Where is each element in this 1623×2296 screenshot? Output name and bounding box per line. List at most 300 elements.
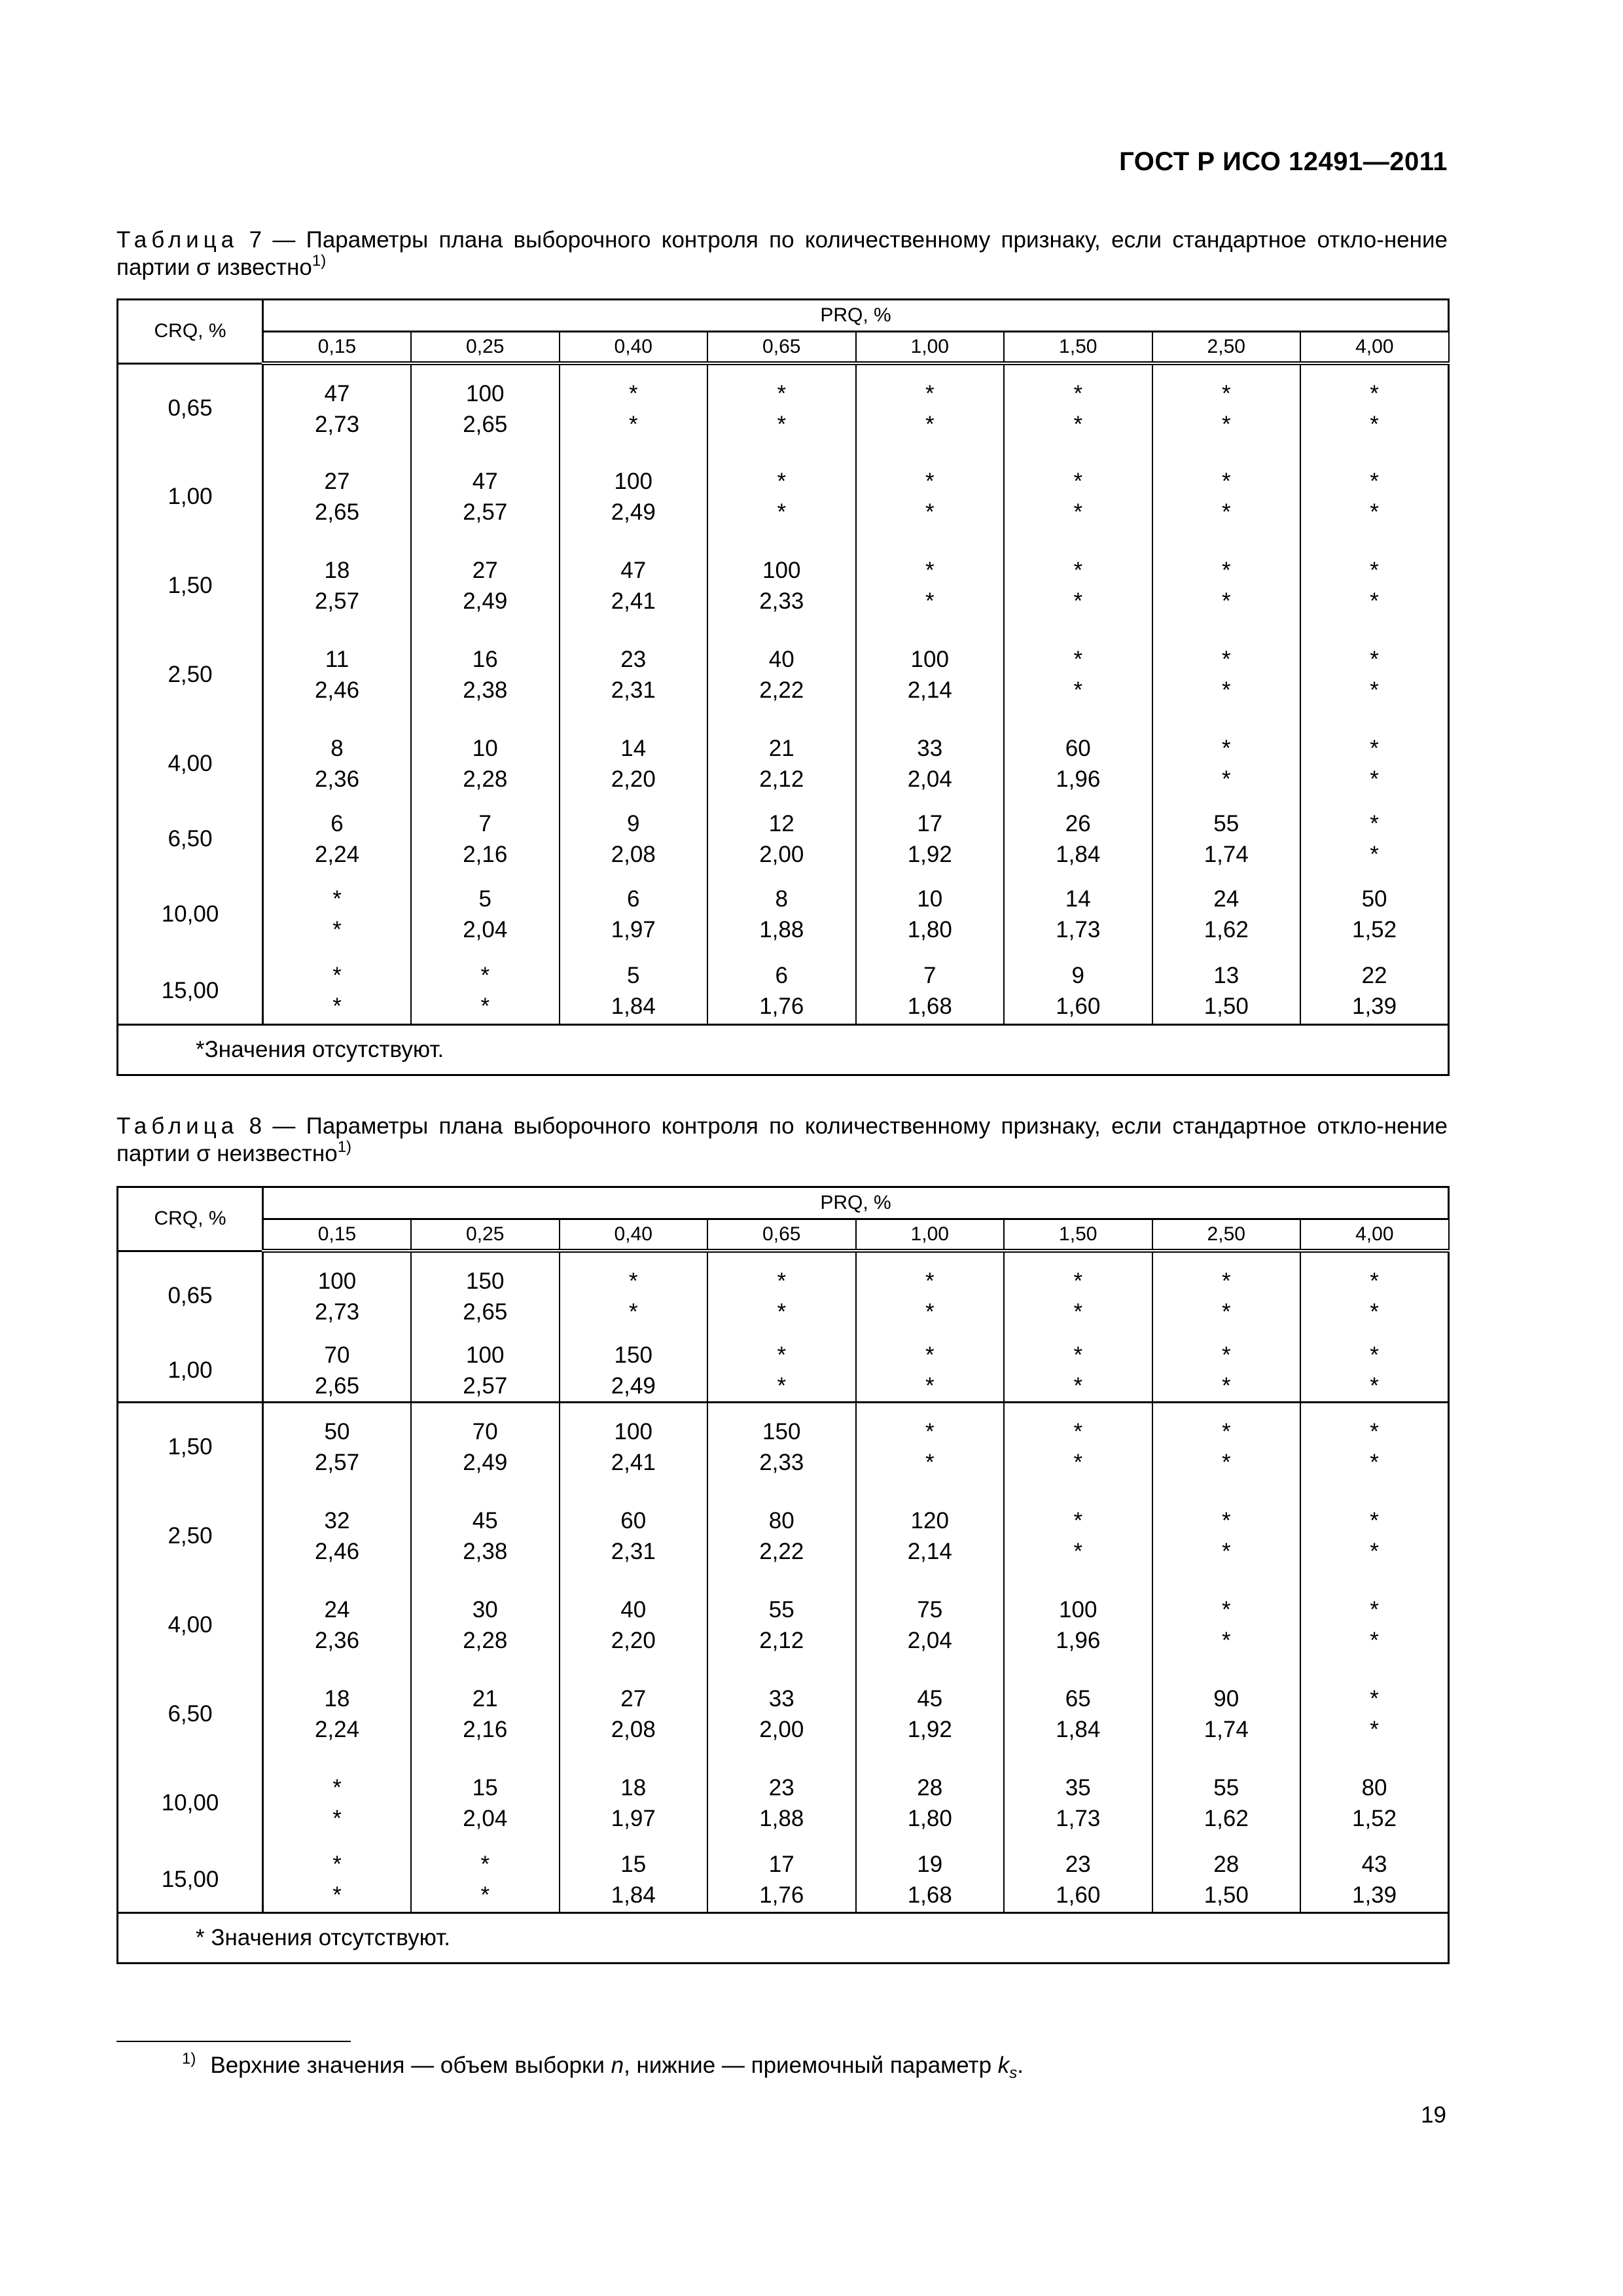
sample-size: * bbox=[777, 1342, 787, 1368]
caption-text: 8 — Параметры плана выборочного контроля по количественному признаку, если стандартное откло-нение партии σ неизвестно bbox=[116, 1113, 1448, 1166]
crq-value: 1,00 bbox=[118, 452, 263, 541]
value-cell bbox=[707, 1848, 856, 1913]
acceptance-parameter: * bbox=[628, 411, 638, 437]
acceptance-parameter: 2,33 bbox=[759, 588, 804, 614]
value-cell bbox=[1004, 1251, 1152, 1340]
sample-size: 17 bbox=[917, 811, 943, 836]
sample-size: * bbox=[1073, 647, 1083, 672]
sample-size: 50 bbox=[1361, 886, 1387, 912]
acceptance-parameter: * bbox=[1221, 1538, 1231, 1564]
acceptance-parameter: 2,36 bbox=[314, 766, 360, 792]
sample-size: * bbox=[1370, 1342, 1379, 1368]
table-row bbox=[118, 1492, 1449, 1581]
note-row bbox=[118, 1913, 1449, 1964]
acceptance-parameter: * bbox=[1073, 1450, 1083, 1476]
value-cell bbox=[411, 1848, 560, 1913]
sample-size: * bbox=[1370, 1685, 1379, 1712]
column-header: 2,50 bbox=[1152, 1219, 1301, 1251]
value-cell bbox=[263, 1492, 412, 1581]
sample-size: 8 bbox=[330, 736, 344, 761]
acceptance-parameter: * bbox=[332, 917, 342, 942]
value-cell bbox=[411, 363, 560, 452]
column-header: 0,40 bbox=[560, 332, 708, 364]
value-cell bbox=[1300, 719, 1449, 808]
value-cell bbox=[263, 630, 412, 719]
acceptance-parameter: 1,97 bbox=[611, 917, 656, 942]
value-cell bbox=[1004, 719, 1152, 808]
acceptance-parameter: * bbox=[1370, 842, 1379, 867]
acceptance-parameter: * bbox=[480, 994, 490, 1020]
footnote-text-a: Верхние значения — объем выборки bbox=[210, 2053, 611, 2078]
sample-size: * bbox=[1221, 1507, 1231, 1534]
value-cell bbox=[856, 452, 1005, 541]
sample-size: 8 bbox=[775, 886, 788, 912]
table-row bbox=[118, 452, 1449, 541]
acceptance-parameter: 1,62 bbox=[1204, 1805, 1249, 1831]
sample-size: 14 bbox=[1065, 886, 1091, 912]
table-note: * Значения отсутствуют. bbox=[118, 1913, 1449, 1964]
value-cell bbox=[560, 1251, 708, 1340]
value-cell bbox=[560, 1492, 708, 1581]
crq-value: 10,00 bbox=[118, 870, 263, 959]
value-cell bbox=[263, 1848, 412, 1913]
value-cell bbox=[1300, 959, 1449, 1024]
value-cell bbox=[1004, 870, 1152, 959]
value-cell bbox=[1300, 1848, 1449, 1913]
value-cell bbox=[263, 808, 412, 870]
value-cell bbox=[1300, 452, 1449, 541]
sample-size: * bbox=[1370, 1419, 1379, 1445]
sample-size: 15 bbox=[620, 1851, 647, 1877]
value-cell bbox=[856, 1492, 1005, 1581]
sample-size: 30 bbox=[472, 1596, 498, 1623]
acceptance-parameter: 2,04 bbox=[907, 766, 952, 792]
column-header-row bbox=[118, 1219, 1449, 1251]
value-cell bbox=[560, 1581, 708, 1670]
value-cell bbox=[560, 719, 708, 808]
sample-size: 9 bbox=[1071, 963, 1084, 989]
acceptance-parameter: 2,65 bbox=[314, 499, 360, 525]
value-cell bbox=[411, 870, 560, 959]
value-cell bbox=[411, 1492, 560, 1581]
sample-size: 24 bbox=[324, 1596, 350, 1623]
sample-size: 40 bbox=[620, 1596, 647, 1623]
sample-size: * bbox=[1370, 469, 1379, 494]
value-cell bbox=[560, 452, 708, 541]
acceptance-parameter: 1,68 bbox=[907, 1882, 952, 1908]
acceptance-parameter: 1,80 bbox=[907, 1805, 952, 1831]
sample-size: * bbox=[1370, 1596, 1379, 1623]
acceptance-parameter: 1,50 bbox=[1204, 994, 1249, 1020]
table-row bbox=[118, 1581, 1449, 1670]
acceptance-parameter: * bbox=[1073, 1373, 1083, 1399]
sample-size: * bbox=[1073, 469, 1083, 494]
value-cell bbox=[1004, 630, 1152, 719]
footnote-var-n: n bbox=[611, 2053, 624, 2078]
sample-size: 75 bbox=[917, 1596, 943, 1623]
sample-size: 12 bbox=[768, 811, 794, 836]
sample-size: 7 bbox=[478, 811, 491, 836]
sample-size: * bbox=[332, 963, 342, 989]
acceptance-parameter: 2,04 bbox=[463, 1805, 508, 1831]
sample-size: * bbox=[777, 380, 787, 406]
value-cell bbox=[856, 1759, 1005, 1848]
crq-value: 1,50 bbox=[118, 1403, 263, 1492]
crq-value: 15,00 bbox=[118, 1848, 263, 1913]
caption-label: Таблица bbox=[116, 227, 239, 253]
acceptance-parameter: 2,36 bbox=[314, 1627, 360, 1653]
acceptance-parameter: 1,52 bbox=[1351, 917, 1397, 942]
value-cell bbox=[1300, 630, 1449, 719]
acceptance-parameter: 2,14 bbox=[907, 677, 952, 703]
crq-value: 15,00 bbox=[118, 959, 263, 1024]
acceptance-parameter: 1,60 bbox=[1056, 994, 1101, 1020]
sample-size: 28 bbox=[1213, 1851, 1240, 1877]
value-cell bbox=[1004, 1492, 1152, 1581]
value-cell bbox=[1300, 808, 1449, 870]
acceptance-parameter: 2,22 bbox=[759, 1538, 804, 1564]
table-row bbox=[118, 808, 1449, 870]
sample-size: * bbox=[1221, 1268, 1231, 1294]
sample-size: 80 bbox=[1361, 1774, 1387, 1801]
value-cell bbox=[1300, 1581, 1449, 1670]
value-cell bbox=[411, 1251, 560, 1340]
value-cell bbox=[263, 363, 412, 452]
acceptance-parameter: 2,16 bbox=[463, 1716, 508, 1742]
sample-size: * bbox=[925, 469, 935, 494]
value-cell bbox=[1152, 630, 1301, 719]
value-cell bbox=[707, 363, 856, 452]
value-cell bbox=[411, 808, 560, 870]
value-cell bbox=[1152, 719, 1301, 808]
acceptance-parameter: * bbox=[1221, 1627, 1231, 1653]
acceptance-parameter: * bbox=[332, 994, 342, 1020]
sample-size: * bbox=[925, 558, 935, 583]
acceptance-parameter: 2,20 bbox=[611, 1627, 656, 1653]
caption-label: Таблица bbox=[116, 1113, 239, 1139]
value-cell bbox=[411, 719, 560, 808]
acceptance-parameter: 2,65 bbox=[463, 411, 508, 437]
value-cell bbox=[707, 1251, 856, 1340]
acceptance-parameter: 2,00 bbox=[759, 842, 804, 867]
value-cell bbox=[411, 1581, 560, 1670]
acceptance-parameter: 1,96 bbox=[1056, 1627, 1101, 1653]
value-cell bbox=[707, 870, 856, 959]
sample-size: 45 bbox=[472, 1507, 498, 1534]
sample-size: * bbox=[1073, 1419, 1083, 1445]
prq-header: PRQ, % bbox=[263, 1187, 1449, 1219]
value-cell bbox=[1300, 1670, 1449, 1759]
value-cell bbox=[1300, 1403, 1449, 1492]
acceptance-parameter: 2,28 bbox=[463, 1627, 508, 1653]
acceptance-parameter: * bbox=[1370, 411, 1379, 437]
value-cell bbox=[707, 630, 856, 719]
acceptance-parameter: 2,41 bbox=[611, 588, 656, 614]
value-cell bbox=[560, 1670, 708, 1759]
sample-size: 55 bbox=[768, 1596, 794, 1623]
sample-size: * bbox=[777, 469, 787, 494]
sample-size: * bbox=[1073, 1342, 1083, 1368]
acceptance-parameter: * bbox=[1221, 1373, 1231, 1399]
sample-size: * bbox=[1221, 1596, 1231, 1623]
value-cell bbox=[560, 1340, 708, 1403]
value-cell bbox=[411, 1340, 560, 1403]
sample-size: 40 bbox=[768, 647, 794, 672]
acceptance-parameter: 2,12 bbox=[759, 766, 804, 792]
acceptance-parameter: * bbox=[628, 1299, 638, 1325]
value-cell bbox=[856, 541, 1005, 630]
note-row bbox=[118, 1024, 1449, 1075]
acceptance-parameter: * bbox=[1221, 766, 1231, 792]
value-cell bbox=[411, 630, 560, 719]
sample-size: 19 bbox=[917, 1851, 943, 1877]
value-cell bbox=[856, 1340, 1005, 1403]
value-cell bbox=[856, 1848, 1005, 1913]
acceptance-parameter: * bbox=[1370, 1627, 1379, 1653]
header-row bbox=[118, 300, 1449, 332]
sample-size: 150 bbox=[466, 1268, 505, 1294]
sample-size: 43 bbox=[1361, 1851, 1387, 1877]
acceptance-parameter: 2,46 bbox=[314, 677, 360, 703]
acceptance-parameter: 2,41 bbox=[611, 1450, 656, 1476]
crq-value: 0,65 bbox=[118, 363, 263, 452]
acceptance-parameter: 2,73 bbox=[314, 411, 360, 437]
acceptance-parameter: 1,50 bbox=[1204, 1882, 1249, 1908]
value-cell bbox=[411, 1403, 560, 1492]
acceptance-parameter: * bbox=[777, 499, 787, 525]
sample-size: 13 bbox=[1213, 963, 1240, 989]
sample-size: 100 bbox=[614, 1419, 652, 1445]
acceptance-parameter: 1,60 bbox=[1056, 1882, 1101, 1908]
prq-header: PRQ, % bbox=[263, 300, 1449, 332]
sample-size: 7 bbox=[923, 963, 936, 989]
sample-size: 6 bbox=[775, 963, 788, 989]
acceptance-parameter: 2,38 bbox=[463, 1538, 508, 1564]
sample-size: 22 bbox=[1361, 963, 1387, 989]
acceptance-parameter: * bbox=[777, 411, 787, 437]
sample-size: 35 bbox=[1065, 1774, 1091, 1801]
value-cell bbox=[1152, 808, 1301, 870]
value-cell bbox=[856, 1670, 1005, 1759]
acceptance-parameter: * bbox=[1073, 411, 1083, 437]
acceptance-parameter: * bbox=[925, 1450, 935, 1476]
sample-size: 100 bbox=[762, 558, 801, 583]
table-row bbox=[118, 1251, 1449, 1340]
column-header: 2,50 bbox=[1152, 332, 1301, 364]
crq-value: 0,65 bbox=[118, 1251, 263, 1340]
column-header: 4,00 bbox=[1300, 332, 1449, 364]
acceptance-parameter: 2,57 bbox=[314, 1450, 360, 1476]
column-header: 4,00 bbox=[1300, 1219, 1449, 1251]
sample-size: 16 bbox=[472, 647, 498, 672]
table-row bbox=[118, 1759, 1449, 1848]
acceptance-parameter: 1,74 bbox=[1204, 1716, 1249, 1742]
table-row bbox=[118, 1848, 1449, 1913]
sample-size: 100 bbox=[466, 380, 505, 406]
acceptance-parameter: * bbox=[1221, 677, 1231, 703]
crq-value: 4,00 bbox=[118, 719, 263, 808]
sample-size: 50 bbox=[324, 1419, 350, 1445]
acceptance-parameter: 1,39 bbox=[1351, 1882, 1397, 1908]
document-code: ГОСТ Р ИСО 12491—2011 bbox=[1119, 147, 1448, 176]
value-cell bbox=[1004, 1340, 1152, 1403]
sample-size: * bbox=[925, 380, 935, 406]
acceptance-parameter: * bbox=[1370, 1373, 1379, 1399]
value-cell bbox=[1152, 870, 1301, 959]
value-cell bbox=[411, 541, 560, 630]
value-cell bbox=[263, 1340, 412, 1403]
crq-value: 6,50 bbox=[118, 808, 263, 870]
crq-value: 2,50 bbox=[118, 630, 263, 719]
acceptance-parameter: 1,88 bbox=[759, 1805, 804, 1831]
acceptance-parameter: 2,22 bbox=[759, 677, 804, 703]
acceptance-parameter: * bbox=[1370, 1716, 1379, 1742]
sample-size: * bbox=[925, 1419, 935, 1445]
value-cell bbox=[1152, 1492, 1301, 1581]
acceptance-parameter: 2,20 bbox=[611, 766, 656, 792]
sample-size: 100 bbox=[614, 469, 652, 494]
acceptance-parameter: 2,24 bbox=[314, 842, 360, 867]
header-row bbox=[118, 1187, 1449, 1219]
sample-size: 45 bbox=[917, 1685, 943, 1712]
table-row bbox=[118, 1403, 1449, 1492]
column-header: 0,15 bbox=[263, 1219, 412, 1251]
value-cell bbox=[263, 1403, 412, 1492]
sample-size: * bbox=[1221, 558, 1231, 583]
sample-size: 5 bbox=[478, 886, 491, 912]
table-row bbox=[118, 363, 1449, 452]
sample-size: 23 bbox=[768, 1774, 794, 1801]
sample-size: 55 bbox=[1213, 1774, 1240, 1801]
sample-size: 150 bbox=[614, 1342, 652, 1368]
column-header: 1,00 bbox=[856, 1219, 1005, 1251]
sample-size: 5 bbox=[627, 963, 640, 989]
sample-size: 65 bbox=[1065, 1685, 1091, 1712]
acceptance-parameter: 2,49 bbox=[463, 1450, 508, 1476]
crq-value: 2,50 bbox=[118, 1492, 263, 1581]
value-cell bbox=[411, 959, 560, 1024]
acceptance-parameter: * bbox=[1073, 677, 1083, 703]
acceptance-parameter: * bbox=[1073, 588, 1083, 614]
acceptance-parameter: 2,57 bbox=[314, 588, 360, 614]
acceptance-parameter: * bbox=[1073, 499, 1083, 525]
value-cell bbox=[707, 1403, 856, 1492]
sample-size: 90 bbox=[1213, 1685, 1240, 1712]
acceptance-parameter: * bbox=[1221, 1299, 1231, 1325]
acceptance-parameter: 2,49 bbox=[611, 1373, 656, 1399]
value-cell bbox=[1152, 1581, 1301, 1670]
value-cell bbox=[1300, 363, 1449, 452]
sample-size: * bbox=[628, 380, 638, 406]
value-cell bbox=[1152, 1670, 1301, 1759]
column-header: 0,65 bbox=[707, 332, 856, 364]
acceptance-parameter: 2,08 bbox=[611, 842, 656, 867]
column-header: 1,50 bbox=[1004, 332, 1152, 364]
column-header: 1,00 bbox=[856, 332, 1005, 364]
acceptance-parameter: * bbox=[1221, 1450, 1231, 1476]
sample-size: * bbox=[1221, 1419, 1231, 1445]
acceptance-parameter: * bbox=[1370, 499, 1379, 525]
value-cell bbox=[707, 1759, 856, 1848]
sample-size: 47 bbox=[472, 469, 498, 494]
sample-size: 47 bbox=[620, 558, 647, 583]
acceptance-parameter: * bbox=[777, 1299, 787, 1325]
acceptance-parameter: 1,88 bbox=[759, 917, 804, 942]
table-row bbox=[118, 1670, 1449, 1759]
sample-size: 10 bbox=[917, 886, 943, 912]
acceptance-parameter: 2,49 bbox=[611, 499, 656, 525]
value-cell bbox=[560, 1759, 708, 1848]
value-cell bbox=[707, 541, 856, 630]
sample-size: * bbox=[1073, 558, 1083, 583]
sample-size: * bbox=[1370, 380, 1379, 406]
footnote-var-k: k bbox=[997, 2053, 1010, 2078]
acceptance-parameter: * bbox=[925, 499, 935, 525]
value-cell bbox=[1004, 959, 1152, 1024]
acceptance-parameter: 1,84 bbox=[611, 994, 656, 1020]
acceptance-parameter: 1,80 bbox=[907, 917, 952, 942]
value-cell bbox=[1004, 541, 1152, 630]
acceptance-parameter: 2,00 bbox=[759, 1716, 804, 1742]
caption-footnote-ref: 1) bbox=[312, 252, 327, 270]
sample-size: * bbox=[332, 1774, 342, 1801]
table-row bbox=[118, 959, 1449, 1024]
sample-size: 33 bbox=[768, 1685, 794, 1712]
sample-size: * bbox=[777, 1268, 787, 1294]
acceptance-parameter: 2,46 bbox=[314, 1538, 360, 1564]
value-cell bbox=[707, 1670, 856, 1759]
sample-size: 60 bbox=[1065, 736, 1091, 761]
crq-value: 1,00 bbox=[118, 1340, 263, 1403]
table-7 bbox=[116, 298, 1450, 1076]
sample-size: 11 bbox=[325, 647, 349, 672]
footnote-text-c: . bbox=[1017, 2053, 1024, 2078]
acceptance-parameter: * bbox=[925, 411, 935, 437]
footnote-divider bbox=[116, 2041, 351, 2042]
value-cell bbox=[856, 808, 1005, 870]
sample-size: * bbox=[480, 1851, 490, 1877]
acceptance-parameter: 1,96 bbox=[1056, 766, 1101, 792]
sample-size: 18 bbox=[324, 558, 350, 583]
column-header-row bbox=[118, 332, 1449, 364]
acceptance-parameter: 1,73 bbox=[1056, 917, 1101, 942]
table-row bbox=[118, 1340, 1449, 1403]
value-cell bbox=[560, 870, 708, 959]
value-cell bbox=[1152, 1759, 1301, 1848]
value-cell bbox=[560, 363, 708, 452]
value-cell bbox=[1152, 1403, 1301, 1492]
value-cell bbox=[411, 1759, 560, 1848]
acceptance-parameter: 2,04 bbox=[907, 1627, 952, 1653]
table-note: *Значения отсутствуют. bbox=[118, 1024, 1449, 1075]
sample-size: 100 bbox=[1059, 1596, 1097, 1623]
value-cell bbox=[560, 630, 708, 719]
column-header: 0,25 bbox=[411, 332, 560, 364]
column-header: 0,65 bbox=[707, 1219, 856, 1251]
column-header: 0,25 bbox=[411, 1219, 560, 1251]
value-cell bbox=[856, 1251, 1005, 1340]
acceptance-parameter: 2,57 bbox=[463, 499, 508, 525]
value-cell bbox=[560, 808, 708, 870]
value-cell bbox=[1004, 452, 1152, 541]
sample-size: 100 bbox=[466, 1342, 505, 1368]
value-cell bbox=[560, 959, 708, 1024]
table-row bbox=[118, 630, 1449, 719]
value-cell bbox=[560, 541, 708, 630]
crq-value: 1,50 bbox=[118, 541, 263, 630]
acceptance-parameter: 1,92 bbox=[907, 1716, 952, 1742]
value-cell bbox=[560, 1848, 708, 1913]
